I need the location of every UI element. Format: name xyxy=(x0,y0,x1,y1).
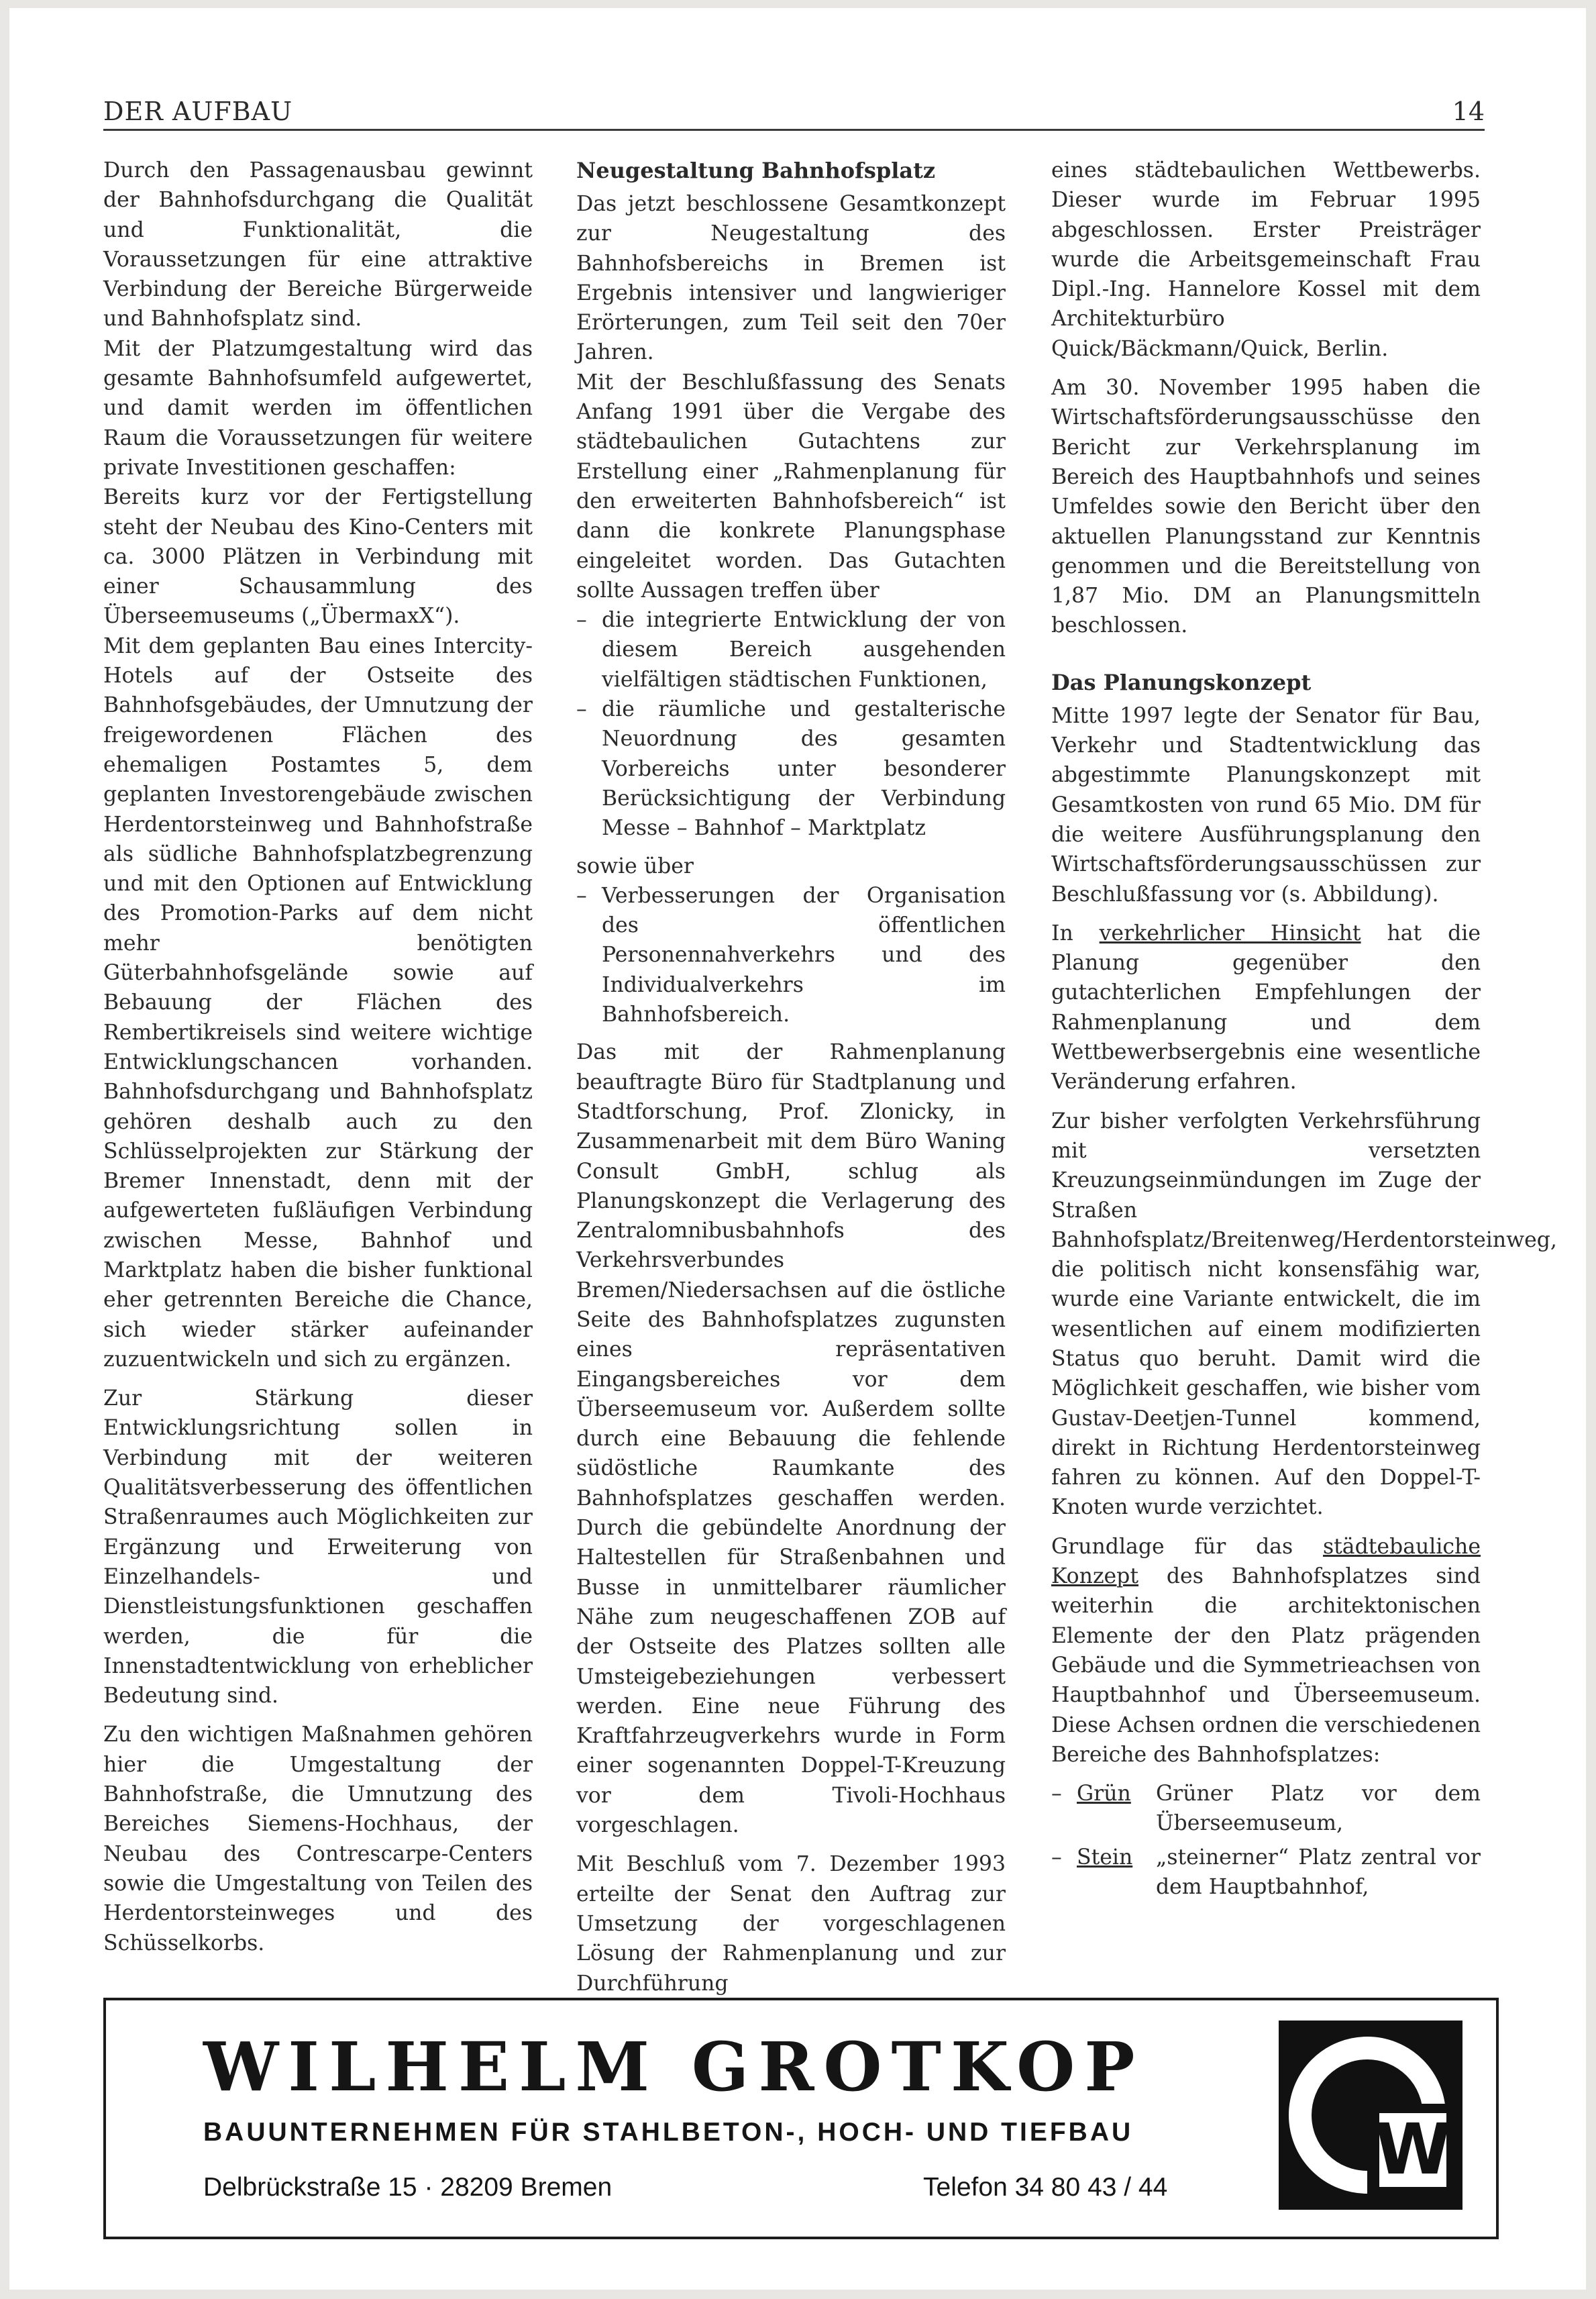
paragraph: Durch den Passagenausbau gewinnt der Bahnhofsdurchgang die Qualität und Funktionalität, die Voraussetzungen für eine attraktive Verbindung der Bereiche Bürgerweide und Bahnhofsplatz sind. xyxy=(103,158,533,331)
company-address: Delbrückstraße 15 · 28209 Bremen xyxy=(203,2173,613,2202)
paragraph: Zur bisher verfolgten Verkehrsführung mit versetzten Kreuzungseinmündungen im Zuge der Straßen Bahnhofsplatz/Breitenweg/Herdentorsteinweg, die politisch nicht konsensfähig war, wurde eine Variante entwickelt, die im wesentlichen auf einem modifizierten Status quo beruht. Damit wird die Möglichkeit geschaffen, wie bisher vom Gustav-Deetjen-Tunnel kommend, direkt in Richtung Herdentorsteinweg fahren zu können. Auf den Doppel-T-Knoten wurde verzichtet. xyxy=(1051,1109,1557,1520)
list-item: – Verbesserungen der Organisation des öffentlichen Personennahverkehrs und des Individualverkehrs im Bahnhofsbereich. xyxy=(576,881,1006,1029)
definition-term: Grün xyxy=(1077,1782,1131,1806)
company-tagline: BAUUNTERNEHMEN FÜR STAHLBETON-, HOCH- UND TIEFBAU xyxy=(203,2118,1134,2147)
logo-letter: W xyxy=(1374,2108,1452,2190)
paragraph: eines städtebaulichen Wettbewerbs. Dieser wurde im Februar 1995 abgeschlossen. Erster Preisträger wurde die Arbeitsgemeinschaft Frau Dipl.-Ing. Hannelore Kossel mit dem Architekturbüro Quick/Bäckmann/Quick, Berlin. xyxy=(1051,158,1481,361)
definition-term: Stein xyxy=(1077,1845,1133,1870)
paragraph: Das jetzt beschlossene Gesamtkonzept zur Neugestaltung des Bahnhofsbereichs in Bremen ist Ergebnis intensiver und langwieriger Erörterungen, zum Teil seit den 70er Jahren. xyxy=(576,192,1006,365)
text-run: des Bahnhofsplatzes sind weiterhin die architektonischen Elemente der den Platz prägenden Gebäude und die Symmetrieachsen von Hauptbahnhof und Überseemuseum. Diese Achsen ordnen die verschiedenen Bereiche des Bahnhofsplatzes: xyxy=(1051,1564,1481,1767)
list-item: – die integrierte Entwicklung der von diesem Bereich ausgehenden vielfältigen städtischen Funktionen, xyxy=(576,605,1006,695)
text-run: Grundlage für das xyxy=(1051,1534,1323,1559)
section-title: DER AUFBAU xyxy=(103,97,293,126)
paragraph: Bereits kurz vor der Fertigstellung steht der Neubau des Kino-Centers mit ca. 3000 Plätzen in Verbindung mit einer Schausammlung des Überseemuseums („ÜbermaxX“). xyxy=(103,485,533,629)
page xyxy=(9,8,1586,2290)
definition-desc: „steinerner“ Platz zentral vor dem Hauptbahnhof, xyxy=(1156,1845,1481,1900)
paragraph: Mit dem geplanten Bau eines Intercity-Hotels auf der Ostseite des Bahnhofsgebäudes, der Umnutzung der freigewordenen Flächen des ehemaligen Postamtes 5, dem geplanten Investorengebäude zwischen Herdentorsteinweg und Bahnhofstraße als südliche Bahnhofsplatzbegrenzung und mit den Optionen auf Entwicklung des Promotion-Parks auf dem nicht mehr benötigten Güterbahnhofsgelände sowie auf Bebauung der Flächen des Rembertikreisels sind weitere wichtige Entwicklungschancen vorhanden. Bahnhofsdurchgang und Bahnhofsplatz gehören deshalb auch zu den Schlüsselprojekten zur Stärkung der Bremer Innenstadt, denn mit der aufgewerteten fußläufigen Verbindung zwischen Messe, Bahnhof und Marktplatz haben die bisher funktional eher getrennten Bereiche die Chance, sich wieder stärker aufeinander zuzuentwickeln und sich zu ergänzen. xyxy=(103,633,533,1372)
paragraph: Zu den wichtigen Maßnahmen gehören hier die Umgestaltung der Bahnhofstraße, die Umnutzung des Bereiches Siemens-Hochhaus, der Neubau des Contrescarpe-Centers sowie die Umgestaltung von Teilen des Herdentorsteinweges und des Schüsselkorbs. xyxy=(103,1723,533,1955)
underlined-term: städtebauliche Konzept xyxy=(1051,1534,1481,1589)
paragraph xyxy=(1051,1532,1481,1770)
bullet-list xyxy=(576,605,1006,843)
paragraph: Am 30. November 1995 haben die Wirtschaftsförderungsausschüsse den Bericht zur Verkehrsplanung im Bereich des Hauptbahnhofs und seines Umfeldes sowie den Bericht über den aktuellen Planungsstand zur Kenntnis genommen und die Bereitstellung von 1,87 Mio. DM an Planungsmitteln beschlossen. xyxy=(1051,376,1481,638)
definition-item xyxy=(1051,1779,1481,1839)
page-number: 14 xyxy=(1452,97,1485,126)
logo-graphic xyxy=(1279,2021,1462,2210)
company-logo xyxy=(1279,2021,1462,2210)
paragraph: Das mit der Rahmenplanung beauftragte Büro für Stadtplanung und Stadtforschung, Prof. Zlonicky, in Zusammenarbeit mit dem Büro Waning Consult GmbH, schlug als Planungskonzept die Verlagerung des Zentralomnibusbahnhofs des Verkehrsverbundes Bremen/Niedersachsen auf die östliche Seite des Bahnhofsplatzes zugunsten eines repräsentativen Eingangsbereiches vor dem Überseemuseum vor. Außerdem sollte durch eine Bebauung die fehlende südöstliche Raumkante des Bahnhofsplatzes geschaffen werden. Durch die gebündelte Anordnung der Haltestellen für Straßenbahnen und Busse in unmittelbarer räumlicher Nähe zum neugeschaffenen ZOB auf der Ostseite des Platzes sollten alle Umsteigebeziehungen verbessert werden. Eine neue Führung des Kraftfahrzeugverkehrs wurde in Form einer sogenannten Doppel-T-Kreuzung vor dem Tivoli-Hochhaus vorgeschlagen. xyxy=(576,1040,1006,1838)
definition-item xyxy=(1051,1843,1481,1902)
section-heading: Neugestaltung Bahnhofsplatz xyxy=(576,158,936,183)
company-name: WILHELM GROTKOP xyxy=(203,2027,1145,2106)
underlined-term: verkehrlicher Hinsicht xyxy=(1099,921,1361,946)
dash-marker: – xyxy=(1051,1845,1062,1870)
paragraph xyxy=(1051,919,1481,1097)
text-run: hat die Planung gegenüber den gutachterlichen Empfehlungen der Rahmenplanung und dem Wettbewerbsergebnis eine wesentliche Veränderung erfahren. xyxy=(1051,921,1481,1094)
column-1 xyxy=(103,156,533,1968)
list-item: – die räumliche und gestalterische Neuordnung des gesamten Vorbereichs unter besonderer Berücksichtigung der Verbindung Messe – Bahnhof – Marktplatz xyxy=(576,695,1006,843)
paragraph: Mit der Beschlußfassung des Senats Anfang 1991 über die Vergabe des städtebaulichen Gutachtens zur Erstellung einer „Rahmenplanung für den erweiterten Bahnhofsbereich“ ist dann die konkrete Planungsphase eingeleitet worden. Das Gutachten sollte Aussagen treffen über xyxy=(576,370,1006,603)
paragraph: sowie über xyxy=(576,854,694,878)
bullet-list xyxy=(576,881,1006,1029)
column-3 xyxy=(1051,156,1557,1906)
paragraph: Mit Beschluß vom 7. Dezember 1993 erteilte der Senat den Auftrag zur Umsetzung der vorgeschlagenen Lösung der Rahmenplanung und zur Durchführung xyxy=(576,1852,1006,1996)
company-phone: Telefon 34 80 43 / 44 xyxy=(923,2173,1168,2202)
advertisement-box xyxy=(103,1998,1499,2239)
paragraph: Mitte 1997 legte der Senator für Bau, Verkehr und Stadtentwicklung das abgestimmte Planungskonzept mit Gesamtkosten von rund 65 Mio. DM für die weitere Ausführungsplanung den Wirtschaftsförderungsausschüssen zur Beschlußfassung vor (s. Abbildung). xyxy=(1051,703,1481,907)
paragraph: Zur Stärkung dieser Entwicklungsrichtung sollen in Verbindung mit der weiteren Qualitätsverbesserung des öffentlichen Straßenraumes auch Möglichkeiten zur Ergänzung und Erweiterung von Einzelhandels- und Dienstleistungsfunktionen geschaffen werden, die für die Innenstadtentwicklung von erheblicher Bedeutung sind. xyxy=(103,1386,533,1708)
page-header xyxy=(103,89,1485,131)
paragraph: Mit der Platzumgestaltung wird das gesamte Bahnhofsumfeld aufgewertet, und damit werden im öffentlichen Raum die Voraussetzungen für weitere private Investitionen geschaffen: xyxy=(103,336,533,480)
dash-marker: – xyxy=(1051,1782,1062,1806)
text-run: In xyxy=(1051,921,1100,946)
definition-desc: Grüner Platz vor dem Überseemuseum, xyxy=(1156,1782,1481,1836)
column-2 xyxy=(576,156,1006,2008)
section-heading: Das Planungskonzept xyxy=(1051,669,1312,695)
